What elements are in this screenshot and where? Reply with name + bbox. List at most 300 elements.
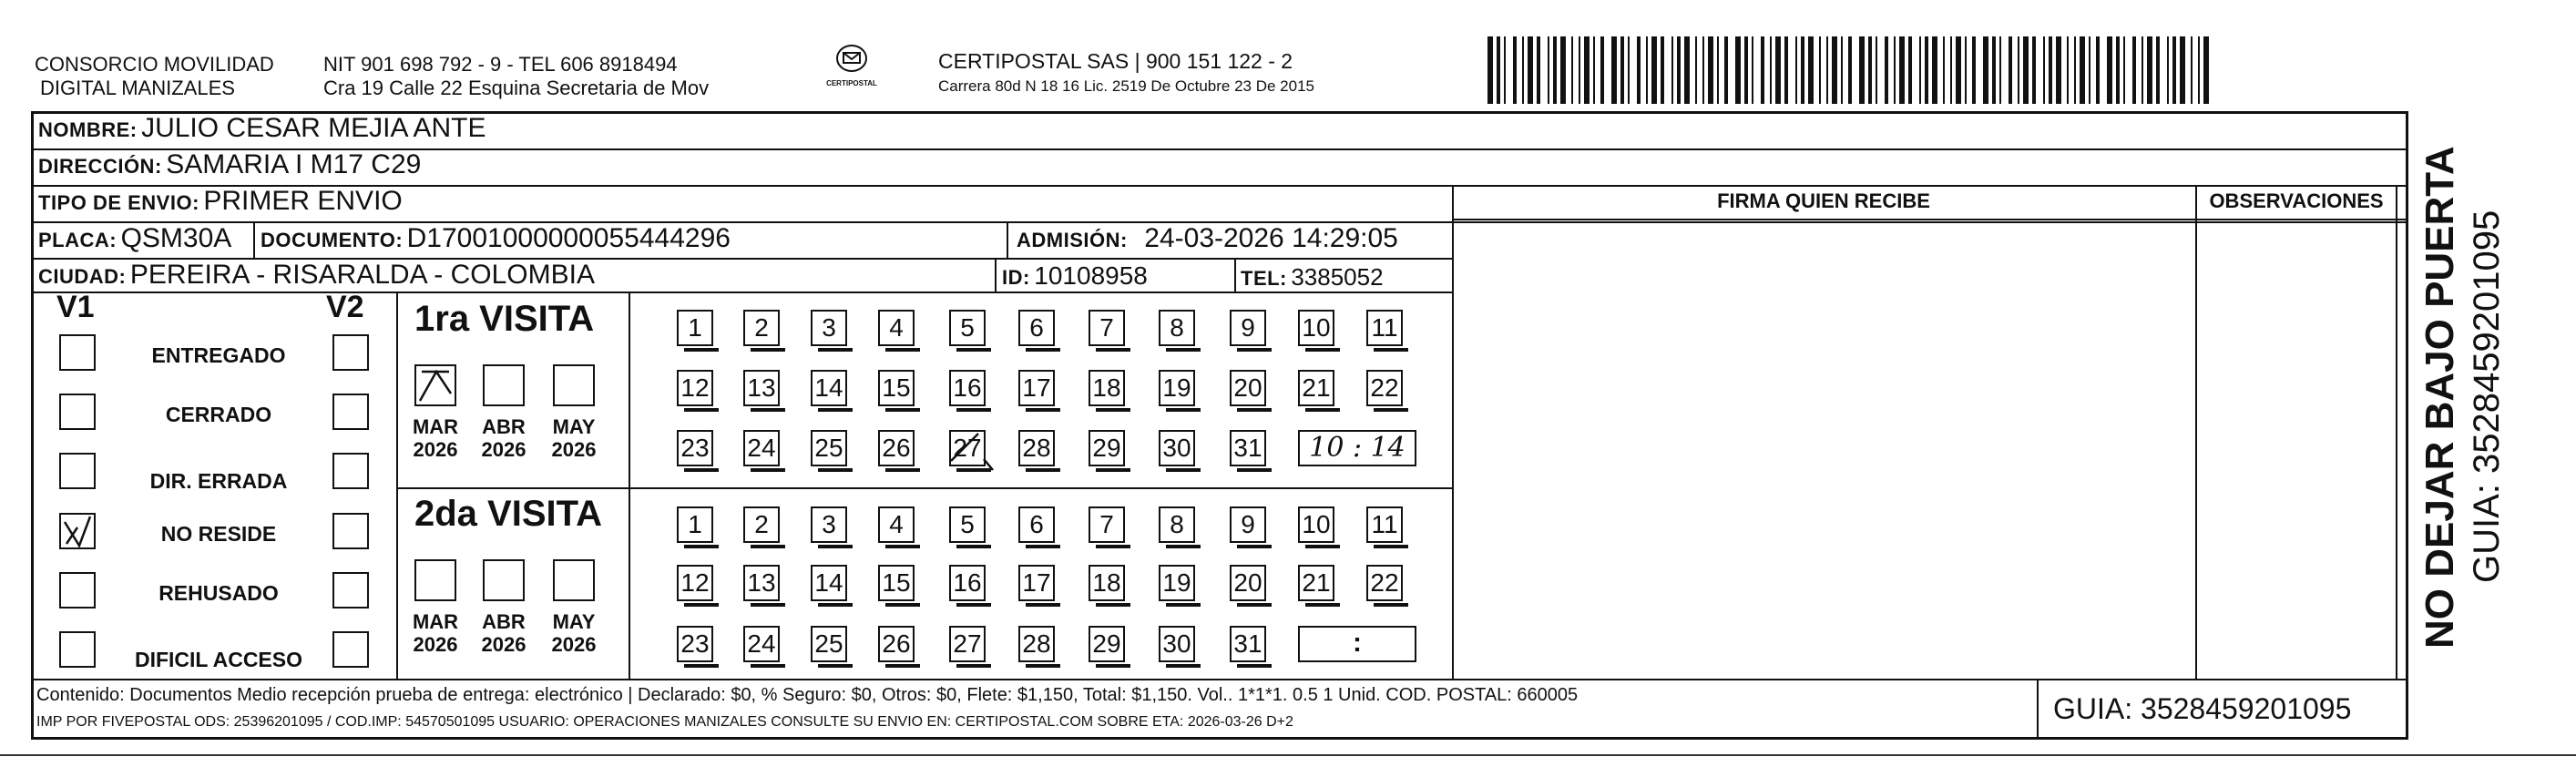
barcode-bar bbox=[1724, 36, 1728, 104]
barcode-bar bbox=[1487, 36, 1493, 104]
company-name bbox=[35, 53, 274, 100]
status-option-label: NO RESIDE bbox=[160, 522, 277, 546]
barcode-bar bbox=[1950, 36, 1952, 104]
visit1-day-22[interactable] bbox=[1366, 370, 1403, 406]
barcode-bar bbox=[1999, 36, 2001, 104]
barcode-bar bbox=[2203, 36, 2209, 104]
day-number: 9 bbox=[1241, 510, 1255, 538]
month-name: MAY bbox=[552, 610, 596, 633]
day-number: 22 bbox=[1370, 568, 1399, 597]
day-number: 24 bbox=[747, 629, 776, 658]
day-number: 27 bbox=[953, 434, 982, 462]
barcode-bar bbox=[2080, 36, 2085, 104]
day-number: 31 bbox=[1233, 434, 1262, 462]
status-option-label: CERRADO bbox=[165, 403, 272, 426]
company-name-line2: DIGITAL MANIZALES bbox=[40, 77, 235, 99]
v2-checkbox-0[interactable] bbox=[332, 334, 369, 371]
visit1-day-25[interactable] bbox=[811, 430, 847, 466]
visit2-day-8[interactable] bbox=[1159, 506, 1195, 543]
visit2-day-26[interactable] bbox=[878, 626, 915, 662]
visit2-day-30[interactable] bbox=[1159, 626, 1195, 662]
visit1-day-11[interactable] bbox=[1366, 310, 1403, 346]
v1-checkbox-1[interactable] bbox=[59, 394, 96, 430]
visit1-month-checkbox-0[interactable] bbox=[414, 364, 456, 406]
visit2-day-22[interactable] bbox=[1366, 565, 1403, 601]
status-option-label: DIFICIL ACCESO bbox=[134, 648, 302, 671]
v1-checkbox-5[interactable] bbox=[59, 631, 96, 668]
visit2-day-7[interactable] bbox=[1089, 506, 1125, 543]
day-number: 20 bbox=[1233, 373, 1262, 402]
day-number: 11 bbox=[1371, 313, 1398, 342]
barcode-bar bbox=[1956, 36, 1961, 104]
barcode-bar bbox=[1497, 36, 1500, 104]
visit1-day-7[interactable] bbox=[1089, 310, 1125, 346]
day-number: 17 bbox=[1022, 568, 1051, 597]
visit2-day-10[interactable] bbox=[1298, 506, 1334, 543]
barcode-bar bbox=[1522, 36, 1524, 104]
month-name: ABR bbox=[482, 610, 526, 633]
barcode-bar bbox=[1868, 36, 1872, 104]
placa-field bbox=[38, 223, 231, 254]
visit1-day-28[interactable] bbox=[1018, 430, 1055, 466]
day-number: 10 bbox=[1302, 313, 1331, 342]
visit2-title: 2da VISITA bbox=[414, 494, 602, 534]
month-year: 2026 bbox=[481, 438, 526, 461]
barcode-bar bbox=[1548, 36, 1549, 104]
day-number: 12 bbox=[680, 373, 710, 402]
barcode-bar bbox=[2023, 36, 2029, 104]
visit2-day-16[interactable] bbox=[949, 565, 986, 601]
visit1-day-23[interactable] bbox=[677, 430, 713, 466]
day-number: 30 bbox=[1162, 434, 1191, 462]
visit2-day-24[interactable] bbox=[743, 626, 780, 662]
day-number: 31 bbox=[1233, 629, 1262, 658]
documento-label: DOCUMENTO: bbox=[261, 229, 404, 251]
visit2-day-21[interactable] bbox=[1298, 565, 1334, 601]
day-number: 27 bbox=[953, 629, 982, 658]
barcode-bar bbox=[1620, 36, 1624, 104]
barcode-bar bbox=[1735, 36, 1741, 104]
barcode-bar bbox=[1808, 36, 1814, 104]
visit2-day-5[interactable] bbox=[949, 506, 986, 543]
barcode-bar bbox=[1677, 36, 1681, 104]
barcode-bar bbox=[2167, 36, 2169, 104]
barcode-bar bbox=[1651, 36, 1657, 104]
barcode-bar bbox=[1801, 36, 1804, 104]
visit2-month-checkbox-1[interactable] bbox=[483, 559, 525, 601]
month-name: MAR bbox=[412, 415, 459, 438]
visit2-day-18[interactable] bbox=[1089, 565, 1125, 601]
v2-checkbox-1[interactable] bbox=[332, 394, 369, 430]
visit2-day-15[interactable] bbox=[878, 565, 915, 601]
visit2-day-31[interactable] bbox=[1230, 626, 1266, 662]
visit1-day-12[interactable] bbox=[677, 370, 713, 406]
month-name: ABR bbox=[482, 415, 526, 438]
tel-field bbox=[1241, 263, 1384, 291]
status-option-label: ENTREGADO bbox=[151, 343, 286, 367]
day-number: 18 bbox=[1092, 568, 1121, 597]
day-number: 9 bbox=[1241, 313, 1255, 342]
day-number: 21 bbox=[1302, 568, 1331, 597]
visit2-time-box[interactable] bbox=[1298, 626, 1416, 662]
day-number: 19 bbox=[1162, 568, 1191, 597]
visit2-day-23[interactable] bbox=[677, 626, 713, 662]
side-warning: NO DEJAR BAJO PUERTA bbox=[2418, 146, 2462, 649]
observaciones-box[interactable] bbox=[2199, 222, 2394, 676]
visit1-day-19[interactable] bbox=[1159, 370, 1195, 406]
barcode-bar bbox=[2032, 36, 2036, 104]
month-year: 2026 bbox=[551, 438, 597, 461]
visit1-day-30[interactable] bbox=[1159, 430, 1195, 466]
day-number: 5 bbox=[960, 313, 975, 342]
barcode-bar bbox=[1885, 36, 1888, 104]
v2-checkbox-5[interactable] bbox=[332, 631, 369, 668]
admision-value: 24-03-2026 14:29:05 bbox=[1144, 223, 1398, 253]
barcode-bar bbox=[1795, 36, 1797, 104]
month-year: 2026 bbox=[413, 438, 458, 461]
visit2-day-9[interactable] bbox=[1230, 506, 1266, 543]
admision-label: ADMISIÓN: bbox=[1017, 229, 1128, 251]
visit2-day-20[interactable] bbox=[1230, 565, 1266, 601]
visit2-day-6[interactable] bbox=[1018, 506, 1055, 543]
v2-checkbox-3[interactable] bbox=[332, 513, 369, 549]
barcode-bar bbox=[1899, 36, 1905, 104]
barcode-bar bbox=[1671, 36, 1673, 104]
day-number: 24 bbox=[747, 434, 776, 462]
day-number: 29 bbox=[1092, 629, 1121, 658]
barcode-bar bbox=[2107, 36, 2112, 104]
visit1-title: 1ra VISITA bbox=[414, 299, 595, 339]
day-number: 15 bbox=[882, 373, 911, 402]
barcode-bar bbox=[1784, 36, 1788, 104]
visit1-month-label-2 bbox=[542, 415, 606, 461]
barcode-bar bbox=[1584, 36, 1590, 104]
barcode-bar bbox=[2180, 36, 2185, 104]
v1-checkbox-0[interactable] bbox=[59, 334, 96, 371]
day-number: 2 bbox=[754, 510, 769, 538]
barcode bbox=[1487, 36, 2216, 104]
tipo-envio-field bbox=[38, 186, 403, 217]
side-guia: GUIA: 3528459201095 bbox=[2467, 210, 2507, 583]
visit1-month-checkbox-2[interactable] bbox=[553, 364, 595, 406]
barcode-bar bbox=[1571, 36, 1573, 104]
visit1-time-value: 10 : 14 bbox=[1309, 432, 1406, 464]
barcode-bar bbox=[1770, 36, 1772, 104]
mailbox-icon bbox=[833, 44, 870, 75]
placa-value: QSM30A bbox=[120, 223, 232, 253]
day-number: 6 bbox=[1029, 313, 1044, 342]
barcode-bar bbox=[1560, 36, 1566, 104]
visit1-day-9[interactable] bbox=[1230, 310, 1266, 346]
day-number: 22 bbox=[1370, 373, 1399, 402]
certipostal-name: CERTIPOSTAL SAS | 900 151 122 - 2 bbox=[938, 49, 1293, 73]
day-number: 14 bbox=[814, 373, 843, 402]
day-number: 18 bbox=[1092, 373, 1121, 402]
company-contact bbox=[323, 53, 709, 100]
barcode-bar bbox=[2191, 36, 2193, 104]
barcode-bar bbox=[1752, 36, 1753, 104]
tel-value: 3385052 bbox=[1291, 263, 1384, 291]
month-year: 2026 bbox=[551, 633, 597, 656]
barcode-bar bbox=[1775, 36, 1781, 104]
barcode-bar bbox=[2123, 36, 2125, 104]
certipostal-logo bbox=[815, 44, 888, 98]
visit2-day-3[interactable] bbox=[811, 506, 847, 543]
tel-label: TEL: bbox=[1241, 267, 1287, 290]
visit2-day-1[interactable] bbox=[677, 506, 713, 543]
visit1-month-label-1 bbox=[472, 415, 536, 461]
barcode-bar bbox=[1925, 36, 1928, 104]
barcode-bar bbox=[2156, 36, 2160, 104]
visit2-day-25[interactable] bbox=[811, 626, 847, 662]
visit2-day-4[interactable] bbox=[878, 506, 915, 543]
day-number: 2 bbox=[754, 313, 769, 342]
visit2-month-label-1 bbox=[472, 610, 536, 656]
visit2-month-checkbox-0[interactable] bbox=[414, 559, 456, 601]
visit1-day-16[interactable] bbox=[949, 370, 986, 406]
visit2-day-12[interactable] bbox=[677, 565, 713, 601]
company-nit: NIT 901 698 792 - 9 - TEL 606 8918494 bbox=[323, 53, 678, 76]
v1-checkbox-3[interactable] bbox=[59, 513, 96, 549]
day-number: 7 bbox=[1099, 313, 1114, 342]
barcode-bar bbox=[1943, 36, 1945, 104]
day-number: 26 bbox=[882, 629, 911, 658]
barcode-bar bbox=[1894, 36, 1896, 104]
day-number: 25 bbox=[814, 434, 843, 462]
barcode-bar bbox=[1537, 36, 1540, 104]
barcode-bar bbox=[1702, 36, 1704, 104]
visit1-day-26[interactable] bbox=[878, 430, 915, 466]
day-number: 5 bbox=[960, 510, 975, 538]
id-value: 10108958 bbox=[1034, 261, 1148, 290]
day-number: 15 bbox=[882, 568, 911, 597]
signature-box[interactable] bbox=[1456, 222, 2192, 676]
day-number: 8 bbox=[1170, 510, 1184, 538]
visit2-day-27[interactable] bbox=[949, 626, 986, 662]
barcode-bar bbox=[1908, 36, 1912, 104]
visit2-month-checkbox-2[interactable] bbox=[553, 559, 595, 601]
tipo-envio-value: PRIMER ENVIO bbox=[203, 186, 403, 216]
day-number: 26 bbox=[882, 434, 911, 462]
visit1-time-box[interactable] bbox=[1298, 430, 1416, 466]
day-number: 19 bbox=[1162, 373, 1191, 402]
barcode-bar bbox=[1579, 36, 1580, 104]
day-number: 16 bbox=[953, 568, 982, 597]
documento-field bbox=[261, 223, 731, 254]
barcode-bar bbox=[1717, 36, 1719, 104]
v2-checkbox-2[interactable] bbox=[332, 453, 369, 489]
visit1-day-6[interactable] bbox=[1018, 310, 1055, 346]
barcode-bar bbox=[1528, 36, 1533, 104]
barcode-bar bbox=[1684, 36, 1690, 104]
id-label: ID: bbox=[1002, 266, 1030, 289]
barcode-bar bbox=[2074, 36, 2076, 104]
day-number: 4 bbox=[889, 313, 904, 342]
day-number: 29 bbox=[1092, 434, 1121, 462]
barcode-bar bbox=[1637, 36, 1641, 104]
visit2-day-14[interactable] bbox=[811, 565, 847, 601]
barcode-bar bbox=[2049, 36, 2052, 104]
barcode-bar bbox=[1965, 36, 1967, 104]
barcode-bar bbox=[1611, 36, 1617, 104]
visit1-day-13[interactable] bbox=[743, 370, 780, 406]
visit1-day-1[interactable] bbox=[677, 310, 713, 346]
barcode-bar bbox=[2009, 36, 2012, 104]
month-name: MAR bbox=[412, 610, 459, 633]
day-number: 8 bbox=[1170, 313, 1184, 342]
visit1-day-31[interactable] bbox=[1230, 430, 1266, 466]
barcode-bar bbox=[2089, 36, 2090, 104]
nombre-label: NOMBRE: bbox=[38, 118, 138, 141]
day-number: 20 bbox=[1233, 568, 1262, 597]
direccion-field bbox=[38, 149, 421, 180]
ciudad-label: CIUDAD: bbox=[38, 265, 127, 288]
visit1-day-17[interactable] bbox=[1018, 370, 1055, 406]
barcode-bar bbox=[1848, 36, 1852, 104]
barcode-bar bbox=[1826, 36, 1828, 104]
direccion-label: DIRECCIÓN: bbox=[38, 155, 162, 178]
v1-checkbox-4[interactable] bbox=[59, 572, 96, 608]
barcode-bar bbox=[2067, 36, 2069, 104]
visit1-day-27[interactable] bbox=[949, 430, 986, 466]
visit2-day-13[interactable] bbox=[743, 565, 780, 601]
day-number: 11 bbox=[1371, 510, 1398, 538]
barcode-bar bbox=[1593, 36, 1595, 104]
day-number: 25 bbox=[814, 629, 843, 658]
barcode-bar bbox=[1919, 36, 1921, 104]
day-number: 7 bbox=[1099, 510, 1114, 538]
barcode-bar bbox=[2056, 36, 2061, 104]
barcode-bar bbox=[2142, 36, 2143, 104]
barcode-bar bbox=[1876, 36, 1877, 104]
barcode-bar bbox=[1841, 36, 1843, 104]
visit1-day-14[interactable] bbox=[811, 370, 847, 406]
barcode-bar bbox=[1819, 36, 1821, 104]
visit1-day-5[interactable] bbox=[949, 310, 986, 346]
status-option-label: REHUSADO bbox=[158, 581, 279, 605]
day-number: 1 bbox=[688, 313, 702, 342]
barcode-bar bbox=[1761, 36, 1764, 104]
barcode-bar bbox=[1992, 36, 1996, 104]
day-number: 3 bbox=[822, 313, 836, 342]
visit2-day-19[interactable] bbox=[1159, 565, 1195, 601]
id-field bbox=[1002, 261, 1148, 291]
day-number: 10 bbox=[1302, 510, 1331, 538]
visit1-day-3[interactable] bbox=[811, 310, 847, 346]
visit2-day-17[interactable] bbox=[1018, 565, 1055, 601]
company-address: Cra 19 Calle 22 Esquina Secretaria de Mov bbox=[323, 77, 710, 99]
day-number: 13 bbox=[747, 373, 776, 402]
status-option-label: DIR. ERRADA bbox=[149, 469, 288, 493]
day-number: 6 bbox=[1029, 510, 1044, 538]
direccion-value: SAMARIA I M17 C29 bbox=[166, 149, 422, 179]
placa-label: PLACA: bbox=[38, 229, 118, 251]
barcode-bar bbox=[1513, 36, 1517, 104]
visit1-day-15[interactable] bbox=[878, 370, 915, 406]
visit1-day-18[interactable] bbox=[1089, 370, 1125, 406]
v1-checkbox-2[interactable] bbox=[59, 453, 96, 489]
barcode-bar bbox=[1708, 36, 1713, 104]
day-number: 13 bbox=[747, 568, 776, 597]
nombre-value: JULIO CESAR MEJIA ANTE bbox=[141, 113, 486, 143]
barcode-bar bbox=[1646, 36, 1648, 104]
visit2-day-11[interactable] bbox=[1366, 506, 1403, 543]
logo-text: CERTIPOSTAL bbox=[826, 79, 877, 87]
visit1-day-24[interactable] bbox=[743, 430, 780, 466]
v2-label: V2 bbox=[326, 290, 364, 324]
barcode-bar bbox=[1628, 36, 1630, 104]
month-name: MAY bbox=[552, 415, 596, 438]
certipostal-info bbox=[938, 49, 1314, 96]
visit1-month-label-0 bbox=[404, 415, 467, 461]
tipo-envio-label: TIPO DE ENVIO: bbox=[38, 191, 199, 214]
footer-imp-line: IMP POR FIVEPOSTAL ODS: 25396201095 / COD.IMP: 54570501095 USUARIO: OPERACIONES MANIZALES CONSULTE SU ENVIO EN: CERTIPOSTAL.COM SOBRE ETA: 2026-03-26 D+2 bbox=[36, 714, 1293, 730]
barcode-bar bbox=[1832, 36, 1837, 104]
day-number: 23 bbox=[680, 434, 710, 462]
observaciones-label: OBSERVACIONES bbox=[2209, 189, 2384, 212]
visit2-day-28[interactable] bbox=[1018, 626, 1055, 662]
barcode-bar bbox=[1695, 36, 1697, 104]
day-number: 23 bbox=[680, 629, 710, 658]
day-number: 16 bbox=[953, 373, 982, 402]
barcode-bar bbox=[1744, 36, 1748, 104]
company-name-line1: CONSORCIO MOVILIDAD bbox=[35, 53, 274, 76]
barcode-bar bbox=[2132, 36, 2136, 104]
barcode-bar bbox=[2043, 36, 2045, 104]
day-number: 30 bbox=[1162, 629, 1191, 658]
visit1-day-10[interactable] bbox=[1298, 310, 1334, 346]
handwritten-strike-icon bbox=[947, 426, 1002, 472]
day-number: 17 bbox=[1022, 373, 1051, 402]
barcode-bar bbox=[1859, 36, 1865, 104]
day-number: 4 bbox=[889, 510, 904, 538]
visit2-time-value: : bbox=[1353, 628, 1362, 658]
visit2-month-label-2 bbox=[542, 610, 606, 656]
day-number: 1 bbox=[688, 510, 702, 538]
barcode-bar bbox=[2116, 36, 2120, 104]
handwritten-check-icon bbox=[61, 515, 94, 547]
visit1-day-21[interactable] bbox=[1298, 370, 1334, 406]
documento-value: D17001000000055444296 bbox=[406, 223, 731, 253]
visit1-day-8[interactable] bbox=[1159, 310, 1195, 346]
visit2-day-29[interactable] bbox=[1089, 626, 1125, 662]
day-number: 28 bbox=[1022, 629, 1051, 658]
barcode-bar bbox=[1661, 36, 1664, 104]
barcode-bar bbox=[2018, 36, 2019, 104]
ciudad-field bbox=[38, 260, 595, 291]
ciudad-value: PEREIRA - RISARALDA - COLOMBIA bbox=[129, 260, 595, 290]
barcode-bar bbox=[2147, 36, 2152, 104]
nombre-field bbox=[38, 113, 486, 144]
footer-content-line: Contenido: Documentos Medio recepción prueba de entrega: electrónico | Declarado: $0, % Seguro: $0, Otros: $0, Flete: $1,150, Total: $1,150. Vol.. 1*1*1. 0.5 1 Unid. COD. POSTAL: 660005 bbox=[36, 685, 1579, 705]
barcode-bar bbox=[2172, 36, 2176, 104]
visit1-day-20[interactable] bbox=[1230, 370, 1266, 406]
visit1-day-4[interactable] bbox=[878, 310, 915, 346]
visit1-day-29[interactable] bbox=[1089, 430, 1125, 466]
visit1-month-checkbox-1[interactable] bbox=[483, 364, 525, 406]
day-number: 12 bbox=[680, 568, 710, 597]
barcode-bar bbox=[1972, 36, 1976, 104]
visit2-day-2[interactable] bbox=[743, 506, 780, 543]
visit1-day-2[interactable] bbox=[743, 310, 780, 346]
v2-checkbox-4[interactable] bbox=[332, 572, 369, 608]
certipostal-address: Carrera 80d N 18 16 Lic. 2519 De Octubre 23 De 2015 bbox=[938, 77, 1314, 95]
handwritten-mark-icon bbox=[416, 366, 455, 404]
day-number: 21 bbox=[1302, 373, 1331, 402]
firma-label: FIRMA QUIEN RECIBE bbox=[1717, 189, 1930, 212]
month-year: 2026 bbox=[481, 633, 526, 656]
barcode-bar bbox=[1932, 36, 1937, 104]
